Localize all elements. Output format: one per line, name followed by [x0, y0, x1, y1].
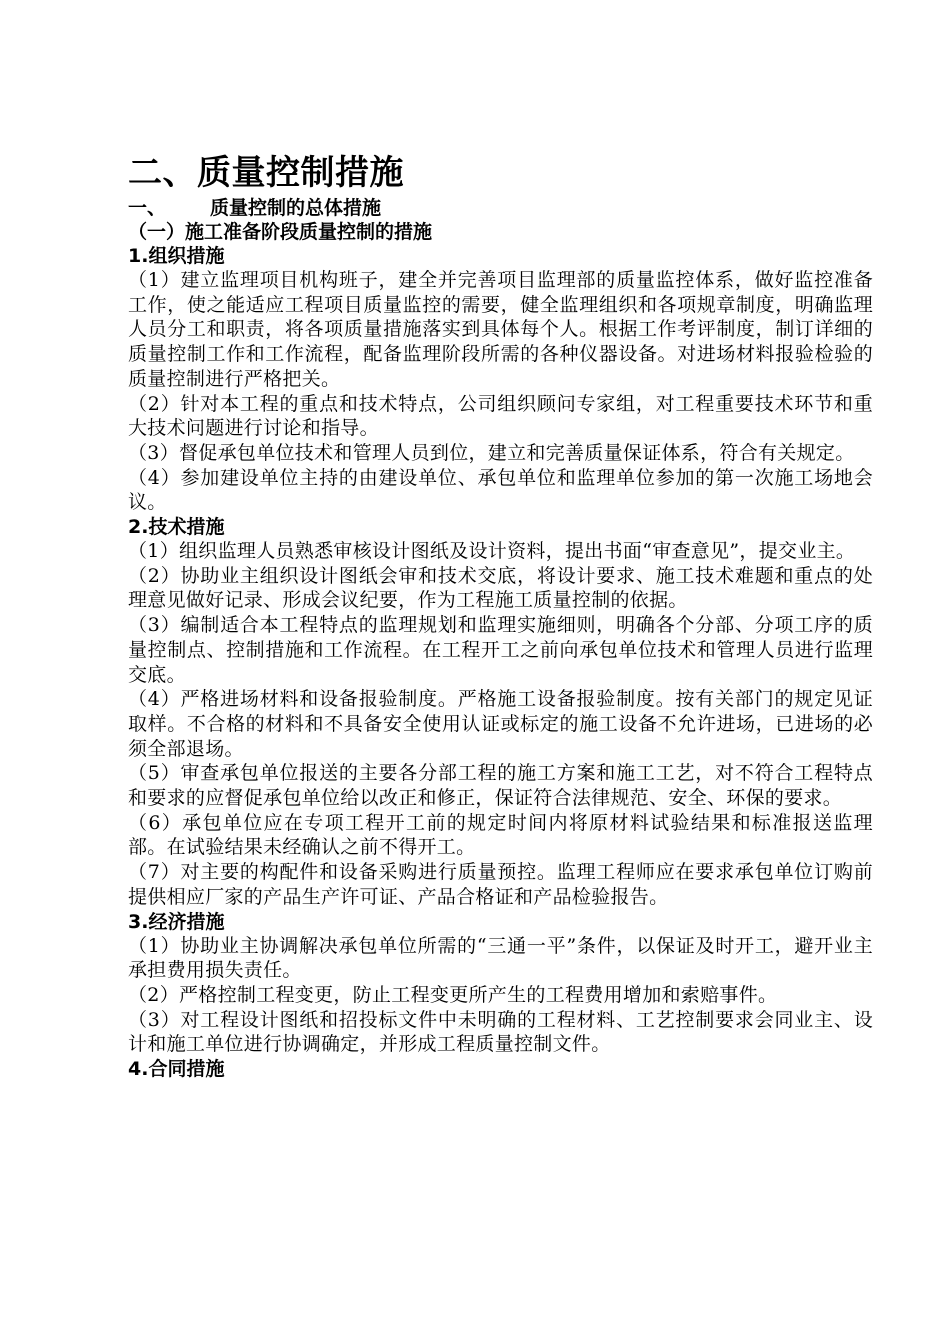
paragraph: （7）对主要的构配件和设备采购进行质量预控。监理工程师应在要求承包单位订购前提供相应厂家的产品生产许可证、产品合格证和产品检验报告。: [128, 861, 873, 908]
paragraph: （4）严格进场材料和设备报验制度。严格施工设备报验制度。按有关部门的规定见证取样。不合格的材料和不具备安全使用认证或标定的施工设备不允许进场，已进场的必须全部退场。: [128, 688, 873, 760]
paragraph: （1）建立监理项目机构班子，建全并完善项目监理部的质量监控体系，做好监控准备工作，使之能适应工程项目质量监控的需要，健全监理组织和各项规章制度，明确监理人员分工和职责，将各项质量措施落实到具体每个人。根据工作考评制度，制订详细的质量控制工作和工作流程，配备监理阶段所需的各种仪器设备。对进场材料报验检验的质量控制进行严格把关。: [128, 269, 873, 390]
group-heading-economic: 3.经济措施: [128, 910, 225, 933]
paragraph: （6）承包单位应在专项工程开工前的规定时间内将原材料试验结果和标准报送监理部。在试验结果未经确认之前不得开工。: [128, 811, 873, 859]
paragraph: （1）组织监理人员熟悉审核设计图纸及设计资料，提出书面“审查意见”，提交业主。: [128, 540, 856, 563]
section-text: 质量控制的总体措施: [210, 197, 382, 219]
group-heading-contract: 4.合同措施: [128, 1058, 225, 1081]
paragraph: （3）编制适合本工程特点的监理规划和监理实施细则，明确各个分部、分项工序的质量控制点、控制措施和工作流程。在工程开工之前向承包单位技术和管理人员进行监理交底。: [128, 614, 873, 686]
paragraph: （3）对工程设计图纸和招投标文件中未明确的工程材料、工艺控制要求会同业主、设计和施工单位进行协调确定，并形成工程质量控制文件。: [128, 1008, 873, 1056]
paragraph: （2）严格控制工程变更，防止工程变更所产生的工程费用增加和索赔事件。: [128, 983, 778, 1006]
paragraph: （4）参加建设单位主持的由建设单位、承包单位和监理单位参加的第一次施工场地会议。: [128, 466, 873, 514]
paragraph: （1）协助业主协调解决承包单位所需的“三通一平”条件，以保证及时开工，避开业主承担费用损失责任。: [128, 934, 873, 982]
group-heading-organization: 1.组织措施: [128, 245, 225, 267]
subsection-heading: （一）施工准备阶段质量控制的措施: [128, 221, 433, 243]
section-number: 一、: [128, 197, 167, 219]
paragraph: （5）审查承包单位报送的主要各分部工程的施工方案和施工工艺，对不符合工程特点和要求的应督促承包单位给以改正和修正，保证符合法律规范、安全、环保的要求。: [128, 762, 873, 810]
paragraph: （3）督促承包单位技术和管理人员到位，建立和完善质量保证体系，符合有关规定。: [128, 441, 855, 464]
section-heading: [128, 196, 873, 220]
document-page: [128, 150, 873, 1081]
page-title: 二、质量控制措施: [128, 153, 404, 193]
group-heading-technical: 2.技术措施: [128, 516, 225, 539]
paragraph: （2）针对本工程的重点和技术特点，公司组织顾问专家组，对工程重要技术环节和重大技术问题进行讨论和指导。: [128, 392, 873, 440]
paragraph: （2）协助业主组织设计图纸会审和技术交底，将设计要求、施工技术难题和重点的处理意见做好记录、形成会议纪要，作为工程施工质量控制的依据。: [128, 564, 873, 612]
